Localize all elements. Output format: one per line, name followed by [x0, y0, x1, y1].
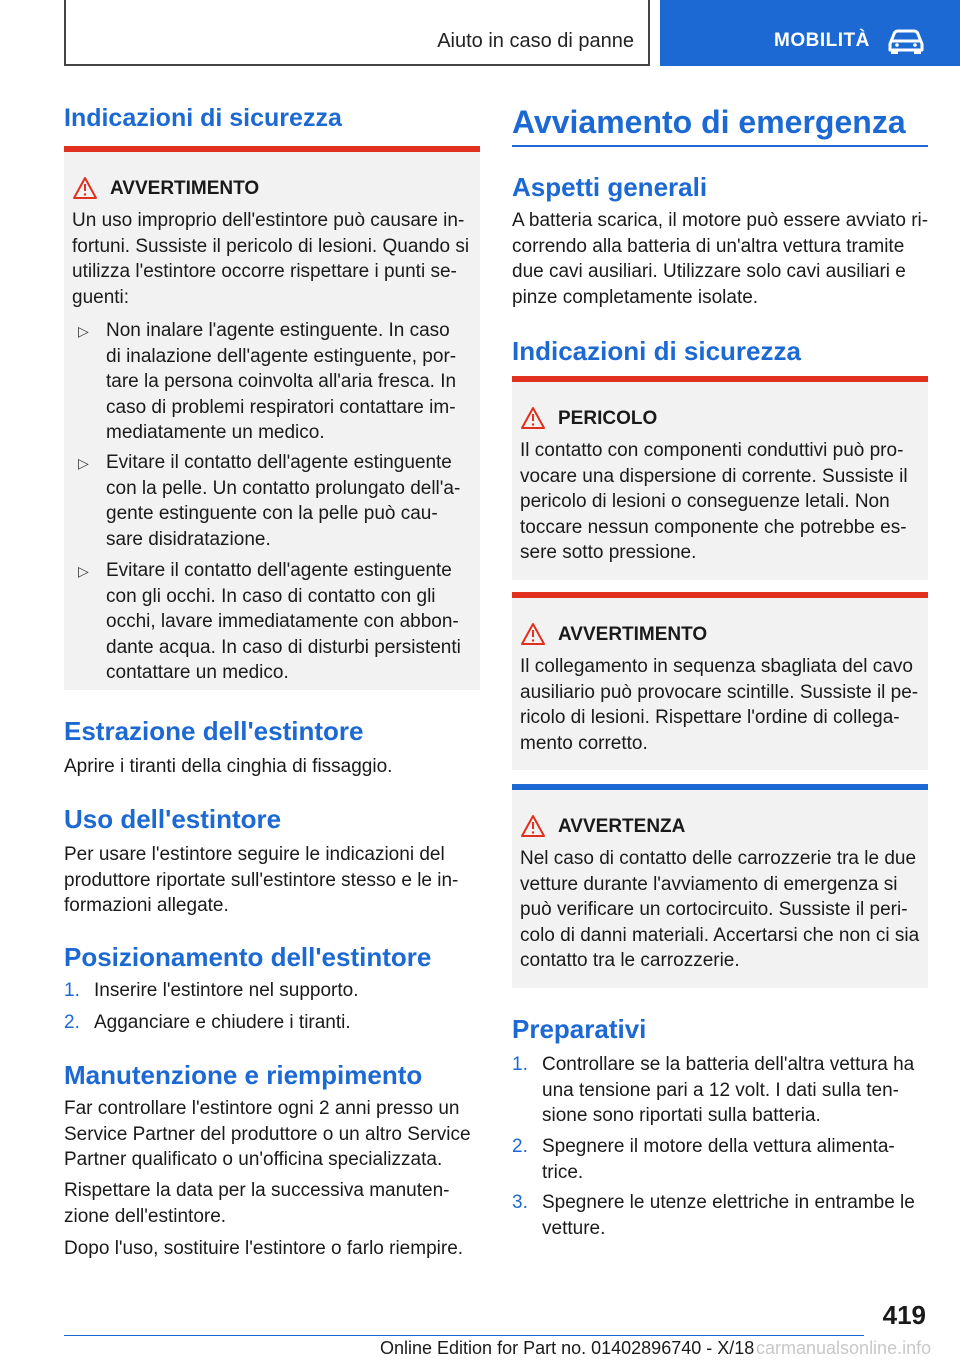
notice-text: Nel caso di contatto delle carrozzerie tra le due vetture durante l'avviamento di emergenza si può verificare un cortocircuito. Sussiste il peri- colo di danni materiali. Accertarsi che non ci sia contatto tra le carrozzerie. [520, 848, 920, 971]
title-rule [512, 145, 928, 147]
warning-text: Il collegamento in sequenza sbagliata del cavo ausiliario può provocare scintille. Sussiste il pe- ricolo di lesioni. Rispettare l'ordine di collega- mento corretto. [520, 656, 919, 754]
footer-rule [64, 1335, 864, 1336]
warning-triangle-icon [72, 176, 98, 200]
warning-label: AVVERTIMENTO [558, 624, 708, 645]
chapter-tab [64, 0, 650, 66]
danger-label: PERICOLO [558, 408, 658, 429]
chapter-title: Aiuto in caso di panne [437, 30, 634, 52]
maintenance-text-1: Far controllare l'estintore ogni 2 anni presso un Service Partner del produttore o un altro Service Partner qualificato o un'officina specializzata. [64, 1098, 471, 1170]
safety-heading-left: Indicazioni di sicurezza [64, 104, 342, 132]
section-title: MOBILITÀ [774, 30, 870, 51]
bullet-triangle-icon: ▷ [78, 563, 89, 579]
danger-box [512, 376, 928, 580]
warning-label: AVVERTIMENTO [110, 178, 260, 199]
warning-box-left: AVVERTIMENTO Un uso improprio dell'estintore può causare in- fortuni. Sussiste il pericolo di lesioni. Quando si utilizza l'estintore occorre rispettare i punti se- guenti: ▷ Non inalare l'agente estinguente. In caso di inalazione dell'agente estinguente, por- tare la persona coinvolta all'aria fresca. In caso di problemi respiratori contattare im- mediatamente un medico. ▷ Evitare il contatto dell'agente estinguente con la pelle. Un contatto prolungato dell'a- gente estinguente con la pelle può cau- sare disidratazione. ▷ Evitare il contatto dell'agente estinguente con gli occhi. In caso di contatto con gli occhi, lavare immediatamente con abbon- dante acqua. In caso di disturbi persistenti contattare un medico. [64, 146, 480, 690]
danger-text: Il contatto con componenti conduttivi può pro- vocare una dispersione di corrente. Sussiste il pericolo di lesioni o conseguenze letali. Non toccare nessun componente che potrebbe es- sere sotto pressione. [520, 440, 908, 563]
preparation-heading: Preparativi [512, 1014, 647, 1044]
bullet-triangle-icon: ▷ [78, 455, 89, 471]
warning-triangle-icon [520, 622, 546, 646]
notice-label: AVVERTENZA [558, 816, 686, 837]
footer-edition: Online Edition for Part no. 01402896740 - X/18 [380, 1338, 755, 1358]
page-title: Avviamento di emergenza [512, 104, 906, 140]
car-icon [886, 28, 926, 54]
maintenance-text-2: Rispettare la data per la successiva manuten- zione dell'estintore. [64, 1180, 450, 1227]
general-heading: Aspetti generali [512, 172, 708, 202]
maintenance-heading: Manutenzione e riempimento [64, 1060, 423, 1090]
general-text: A batteria scarica, il motore può essere avviato ri- correndo alla batteria di un'altra vettura tramite due cavi ausiliari. Utilizzare solo cavi ausiliari e pinze completamente isolate. [512, 210, 929, 308]
warning-text: Un uso improprio dell'estintore può causare in- fortuni. Sussiste il pericolo di lesioni. Quando si utilizza l'estintore occorre rispettare i punti se- guenti: [72, 210, 470, 308]
position-heading: Posizionamento dell'estintore [64, 942, 432, 972]
warning-triangle-icon [520, 406, 546, 430]
maintenance-text-3: Dopo l'uso, sostituire l'estintore o farlo riempire. [64, 1238, 464, 1259]
footer-watermark: carmanualsonline.info [756, 1338, 932, 1358]
page-number: 419 [882, 1300, 926, 1330]
safety-heading-right: Indicazioni di sicurezza [512, 336, 801, 366]
bullet-triangle-icon: ▷ [78, 323, 89, 339]
extraction-heading: Estrazione dell'estintore [64, 716, 364, 746]
use-heading: Uso dell'estintore [64, 804, 282, 834]
warning-box-right [512, 592, 928, 770]
page-header [0, 0, 960, 66]
use-text: Per usare l'estintore seguire le indicazioni del produttore riportate sull'estintore stesso e le in- formazioni allegate. [64, 844, 459, 916]
extraction-text: Aprire i tiranti della cinghia di fissaggio. [64, 756, 393, 777]
section-tab [660, 0, 960, 66]
notice-box [512, 784, 928, 988]
warning-triangle-icon [520, 814, 546, 838]
